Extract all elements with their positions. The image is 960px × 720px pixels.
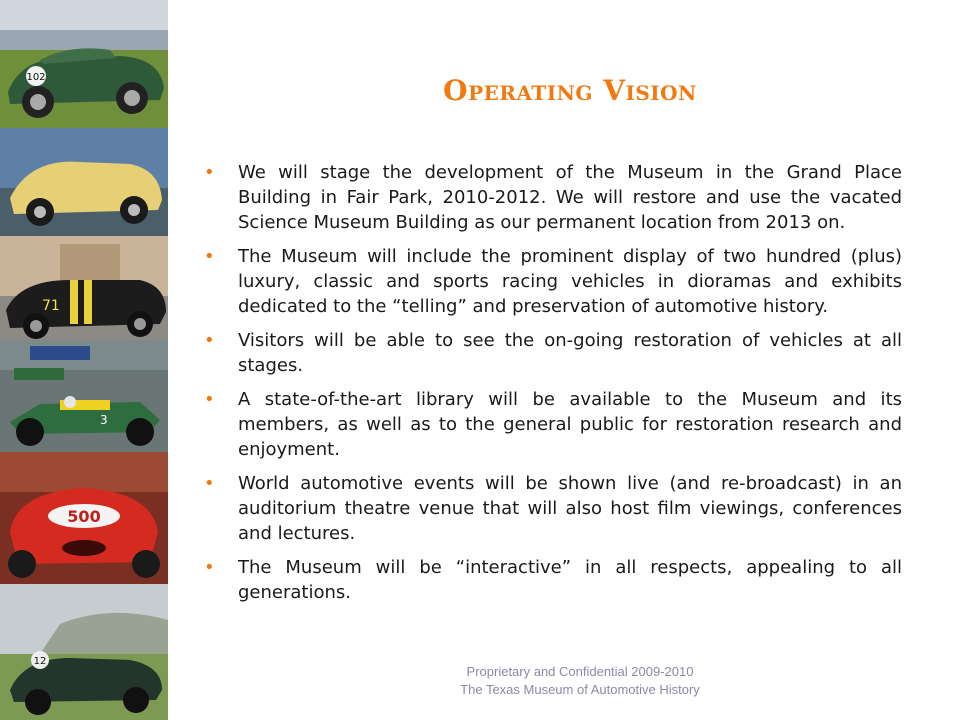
bullet-list <box>200 160 902 614</box>
formula-cars-photo <box>0 340 168 452</box>
bullet-item <box>200 244 902 319</box>
car-number-label: 500 <box>67 507 101 526</box>
bullet-text: A state-of-the-art library will be available to the Museum and its members, as well as to the general public for restoration research and enjoyment. <box>238 389 902 460</box>
slide-footer <box>380 663 780 699</box>
footer-confidential-line: Proprietary and Confidential 2009-2010 <box>466 664 694 679</box>
bullet-text: World automotive events will be shown live (and re-broadcast) in an auditorium theatre venue that will also host film viewings, conferences and lectures. <box>238 473 902 544</box>
bullet-icon: • <box>204 473 215 494</box>
bullet-text: The Museum will include the prominent display of two hundred (plus) luxury, classic and sports racing vehicles in dioramas and exhibits dedicated to the “telling” and preservation of automotive history. <box>238 246 902 317</box>
bullet-text: We will stage the development of the Museum in the Grand Place Building in Fair Park, 2010-2012. We will restore and use the vacated Science Museum Building as our permanent location from 2013 on. <box>238 162 902 233</box>
photo-strip <box>0 0 168 720</box>
bullet-text: The Museum will be “interactive” in all respects, appealing to all generations. <box>238 557 902 603</box>
bullet-item <box>200 387 902 462</box>
bullet-icon: • <box>204 162 215 183</box>
bullet-icon: • <box>204 389 215 410</box>
bullet-icon: • <box>204 330 215 351</box>
footer-org-line: The Texas Museum of Automotive History <box>460 682 700 697</box>
bullet-text: Visitors will be able to see the on-going restoration of vehicles at all stages. <box>238 330 902 376</box>
green-race-car-photo <box>0 0 168 128</box>
slide-title: Operating Vision <box>443 74 697 107</box>
bullet-item <box>200 328 902 378</box>
car-number-label: 3 <box>100 413 108 427</box>
dark-green-jaguar-photo <box>0 584 168 720</box>
car-number-label: 71 <box>42 298 60 314</box>
bullet-item <box>200 160 902 235</box>
bullet-item <box>200 471 902 546</box>
yellow-roadster-photo <box>0 128 168 236</box>
bullet-item <box>200 555 902 605</box>
car-number-label: 102 <box>26 72 46 83</box>
red-race-car-photo <box>0 452 168 584</box>
car-number-label: 12 <box>33 656 47 667</box>
black-cobra-photo <box>0 236 168 340</box>
bullet-icon: • <box>204 557 215 578</box>
bullet-icon: • <box>204 246 215 267</box>
